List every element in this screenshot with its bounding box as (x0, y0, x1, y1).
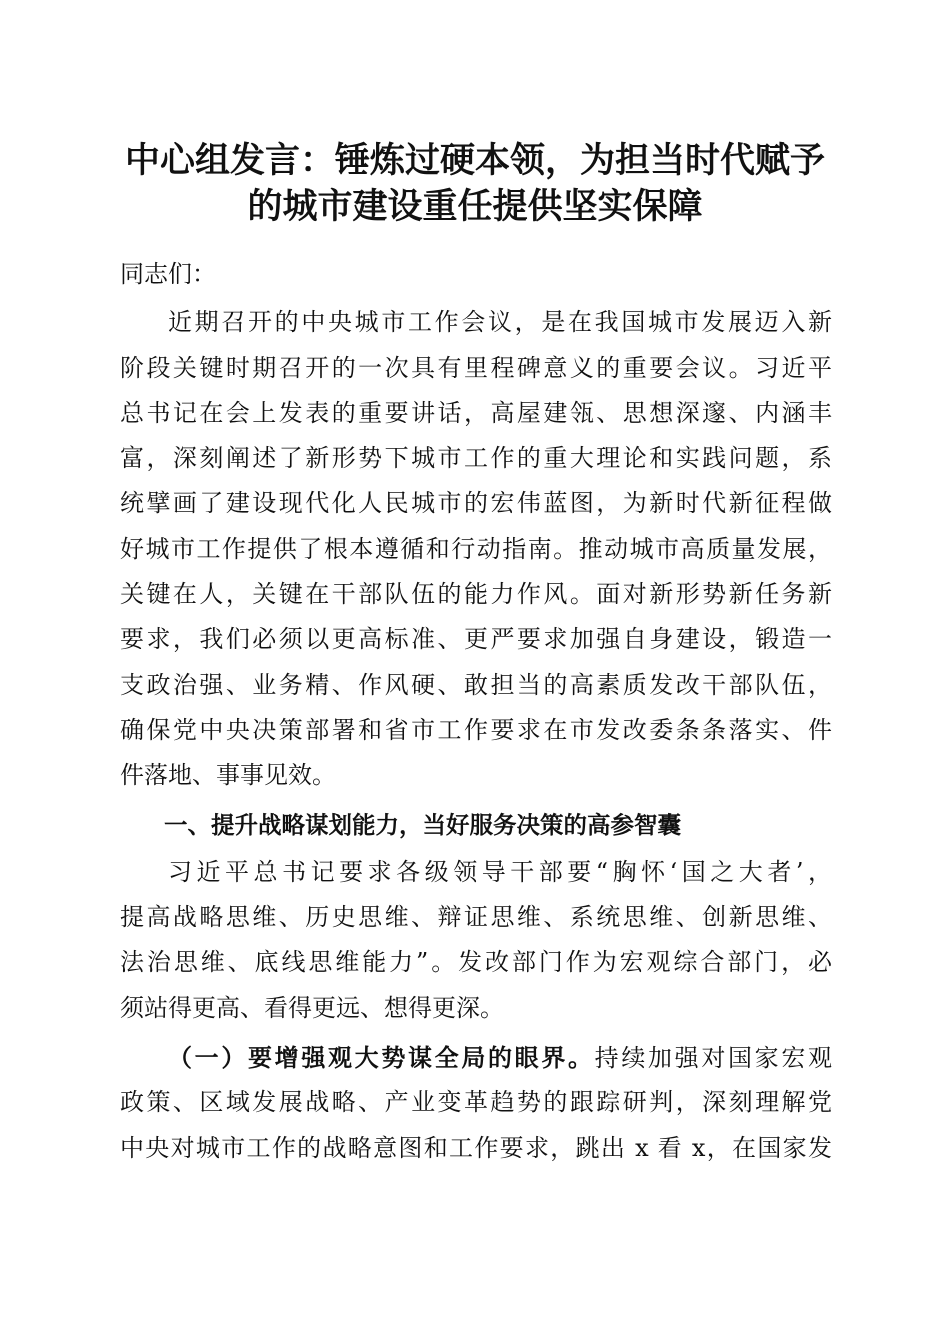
paragraph-line: 提高战略思维、历史思维、辩证思维、系统思维、创新思维、 (120, 903, 832, 932)
paragraph-line: 统擘画了建设现代化人民城市的宏伟蓝图，为新时代新征程做 (120, 489, 832, 518)
document-title (100, 138, 850, 230)
paragraph-line: 习近平总书记要求各级领导干部要“胸怀‘国之大者’， (168, 857, 832, 886)
section1-paragraph (120, 850, 832, 1031)
title-line-2: 的城市建设重任提供坚实保障 (247, 186, 703, 227)
paragraph-line: 件落地、事事见效。 (120, 761, 336, 790)
paragraph-line: 确保党中央决策部署和省市工作要求在市发改委条条落实、件 (120, 715, 832, 744)
paragraph-line: 法治思维、底线思维能力”。发改部门作为宏观综合部门，必 (120, 948, 832, 977)
subsection-lead: （一）要增强观大势谋全局的眼界。 (168, 1043, 595, 1073)
subsection1-paragraph (120, 1035, 832, 1171)
title-line-1: 中心组发言：锤炼过硬本领，为担当时代赋予 (124, 140, 825, 181)
document-body (120, 252, 832, 1171)
section-heading-1: 一、提升战略谋划能力，当好服务决策的高参智囊 (164, 810, 681, 839)
paragraph-line: 富，深刻阐述了新形势下城市工作的重大理论和实践问题，系 (120, 444, 832, 473)
paragraph-line: 近期召开的中央城市工作会议，是在我国城市发展迈入新 (168, 308, 832, 337)
greeting: 同志们： (120, 260, 216, 288)
paragraph-line: 阶段关键时期召开的一次具有里程碑意义的重要会议。习近平 (120, 353, 832, 382)
intro-paragraph (120, 300, 832, 798)
paragraph-line: 关键在人，关键在干部队伍的能力作风。面对新形势新任务新 (120, 580, 832, 609)
subsection-lead-rest: 持续加强对国家宏观 (594, 1044, 833, 1073)
paragraph-line: 好城市工作提供了根本遵循和行动指南。推动城市高质量发展， (120, 534, 832, 563)
paragraph-line: 总书记在会上发表的重要讲话，高屋建瓴、思想深邃、内涵丰 (120, 398, 832, 427)
paragraph-line: 中央对城市工作的战略意图和工作要求，跳出 x 看 x，在国家发 (120, 1133, 832, 1162)
paragraph-line: 政策、区域发展战略、产业变革趋势的跟踪研判，深刻理解党 (120, 1088, 832, 1117)
paragraph-line (120, 1035, 832, 1080)
paragraph-line: 须站得更高、看得更远、想得更深。 (120, 993, 504, 1022)
paragraph-line: 要求，我们必须以更高标准、更严要求加强自身建设，锻造一 (120, 625, 832, 654)
paragraph-line: 支政治强、业务精、作风硬、敢担当的高素质发改干部队伍， (120, 670, 832, 699)
